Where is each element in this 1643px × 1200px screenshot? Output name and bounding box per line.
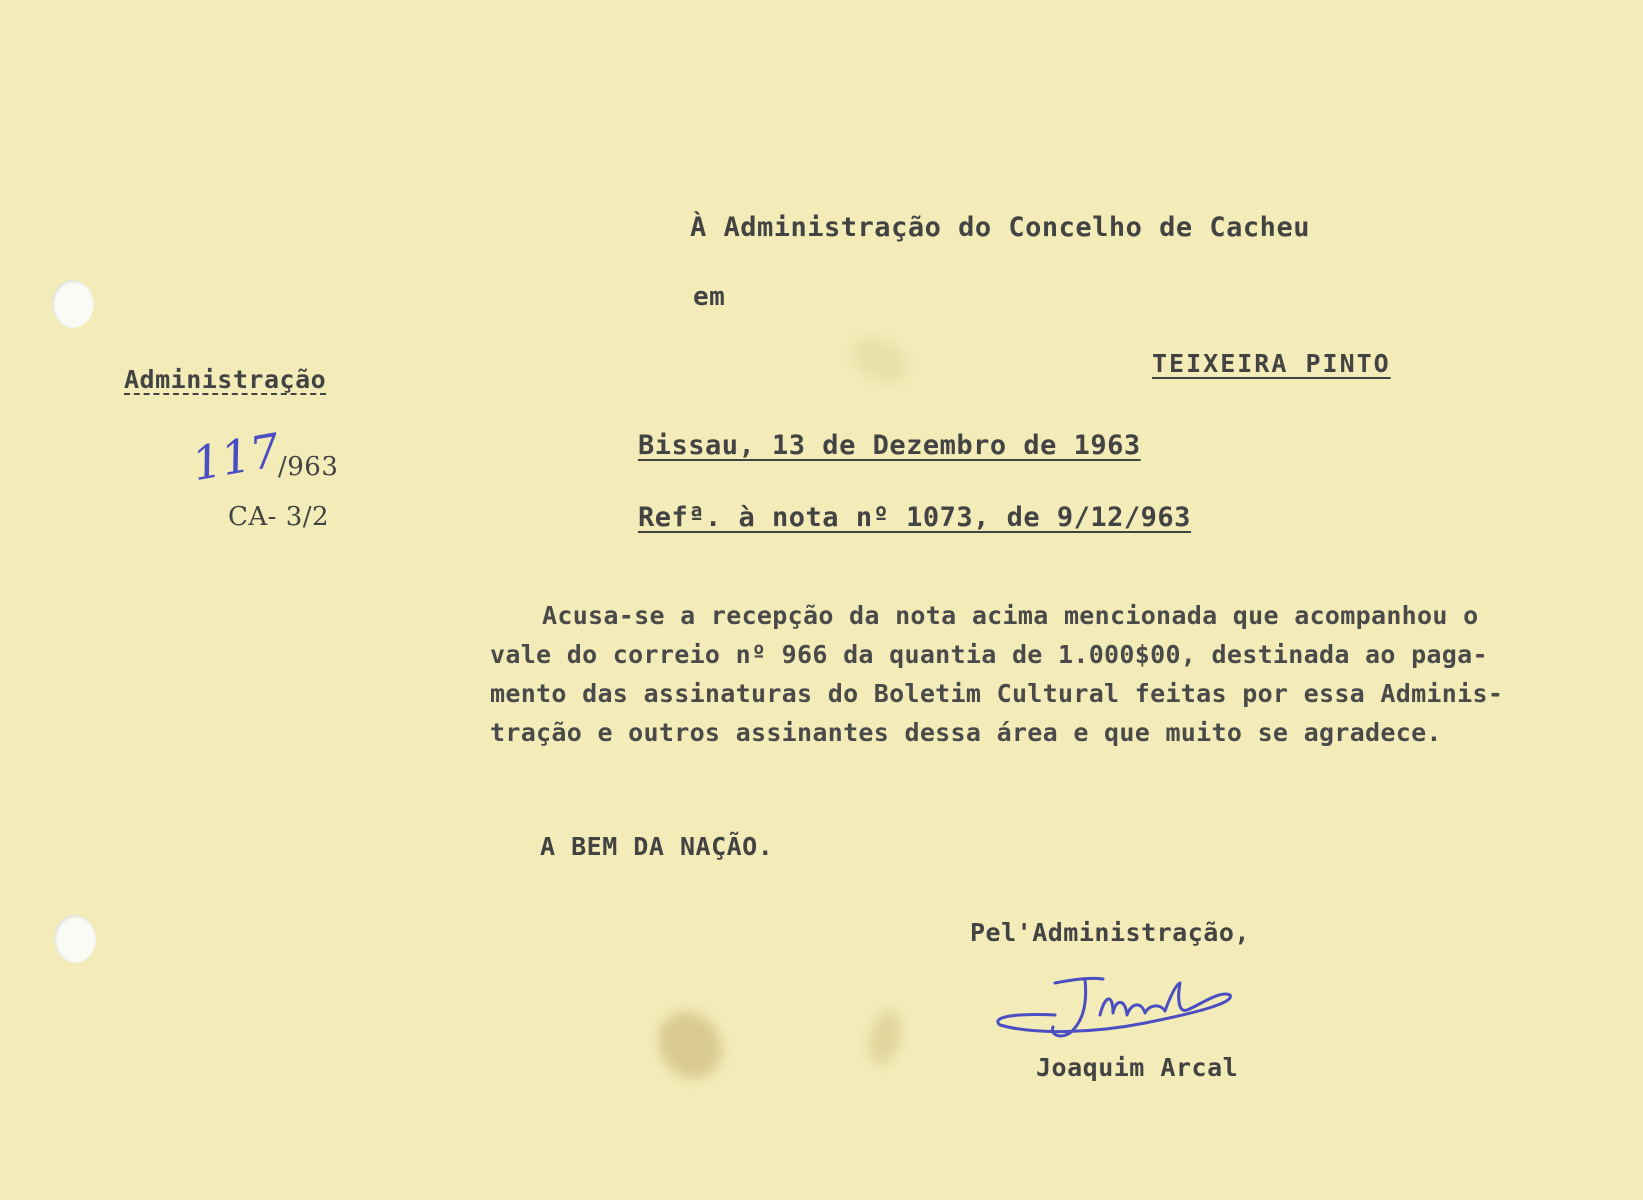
signature-stroke — [998, 978, 1231, 1036]
recipient-em: em — [693, 282, 726, 312]
salutation: A BEM DA NAÇÃO. — [540, 832, 774, 861]
body-line-1: Acusa-se a recepção da nota acima mencionada que acompanhou o — [542, 601, 1479, 630]
handwritten-file-number: 117 — [187, 422, 284, 492]
paper-stain — [863, 1007, 906, 1068]
paper-stain — [844, 328, 916, 393]
on-behalf-line: Pel'Administração, — [970, 918, 1250, 947]
body-line-3: mento das assinaturas do Boletim Cultural feitas por essa Adminis- — [490, 679, 1504, 708]
recipient-place: TEIXEIRA PINTO — [1152, 349, 1391, 378]
paper-stain — [645, 999, 734, 1091]
body-line-4: tração e outros assinantes dessa área e que muito se agradece. — [490, 718, 1442, 747]
punch-hole-bottom — [54, 915, 96, 963]
department-label: Administração — [124, 365, 327, 394]
body-paragraph — [490, 596, 1590, 752]
punch-hole-top — [52, 280, 94, 328]
body-line-2: vale do correio nº 966 da quantia de 1.000$00, destinada ao paga- — [490, 640, 1488, 669]
file-code: CA- 3/2 — [228, 502, 330, 532]
handwritten-signature — [995, 955, 1295, 1055]
recipient-line: À Administração do Concelho de Cacheu — [690, 212, 1310, 243]
date-line: Bissau, 13 de Dezembro de 1963 — [638, 430, 1141, 461]
reference-line: Refª. à nota nº 1073, de 9/12/963 — [638, 502, 1191, 533]
signatory-name: Joaquim Arcal — [1036, 1053, 1239, 1082]
file-year: /963 — [278, 452, 339, 482]
